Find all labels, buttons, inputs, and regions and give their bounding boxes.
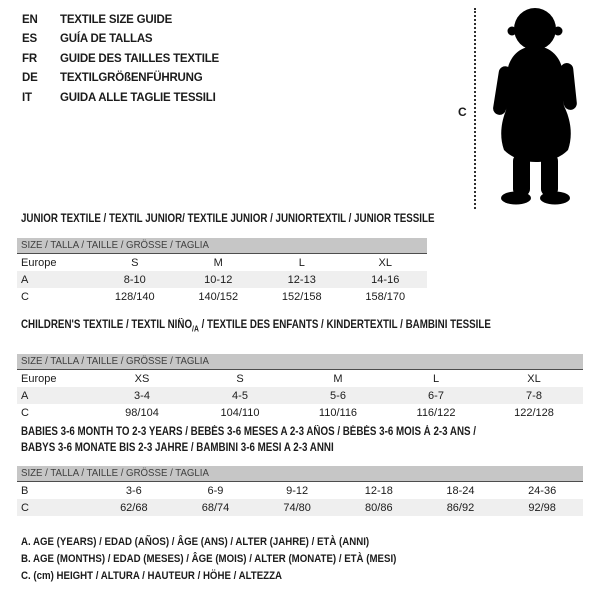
size-cell: L [298,256,305,269]
baby-silhouette-icon [483,4,591,208]
size-cell: XL [378,256,392,269]
note-a-text: A. AGE (YEARS) / EDAD (AÑOS) / ÂGE (ANS) / ALTER (JAHRE) / ETÀ (ANNI) [21,536,370,548]
size-cell: M [333,372,343,385]
language-title: GUIDA ALLE TAGLIE TESSILI [60,91,216,104]
note-c [17,568,448,585]
junior-table-section [17,212,435,305]
size-cell: 6-7 [428,389,444,402]
language-title: TEXTILGRÖßENFÜHRUNG [60,72,203,85]
children-table-section [17,318,583,421]
language-row-it [22,89,219,108]
language-title-list [22,11,219,108]
note-b [17,551,448,568]
note-c-text: C. (cm) HEIGHT / ALTURA / HAUTEUR / HÖHE / ALTEZZA [21,570,283,583]
size-cell: 18-24 [446,484,475,497]
row-label: Europe [21,256,57,269]
note-a [17,534,448,551]
language-row-en [22,11,219,30]
size-cell: XL [527,372,541,385]
size-cell: 80/86 [365,501,393,514]
size-cell: 5-6 [330,389,346,402]
size-cell: 14-16 [371,273,400,286]
row-label: C [21,406,29,419]
junior-table-title [17,212,435,226]
size-header-bar [17,238,427,254]
babies-table-section [17,425,583,516]
size-cell: 12-13 [287,273,316,286]
table-row [17,404,583,421]
size-cell: M [213,256,223,269]
table-row [17,370,583,387]
table-row [17,499,583,516]
table-row [17,387,583,404]
table-row [17,271,427,288]
children-table-title [17,318,583,336]
size-cell: S [236,372,244,385]
size-cell: 12-18 [364,484,393,497]
size-cell: 98/104 [125,406,159,419]
size-cell: 24-36 [528,484,557,497]
size-header-label: SIZE / TALLA / TAILLE / GRÖSSE / TAGLIA [21,355,209,368]
babies-table-title [17,425,583,456]
language-code: DE [22,72,38,85]
language-code: EN [22,14,38,26]
size-header-label: SIZE / TALLA / TAILLE / GRÖSSE / TAGLIA [21,239,209,251]
size-cell: 3-4 [134,389,150,402]
row-label: Europe [21,372,57,385]
height-measure-label: C [458,105,467,119]
language-code: IT [22,91,32,104]
size-cell: 7-8 [526,389,542,402]
size-cell: 10-12 [204,273,233,286]
language-row-es [22,30,219,49]
row-label: C [21,290,29,303]
language-row-de [22,69,219,88]
size-cell: 104/110 [220,406,260,419]
size-cell: 86/92 [446,501,475,514]
language-title: GUIDE DES TAILLES TEXTILE [60,52,219,65]
babies-size-table [17,482,583,516]
note-b-text: B. AGE (MONTHS) / EDAD (MESES) / ÂGE (MOIS) / ALTER (MONATE) / ETÀ (MESI) [21,553,397,566]
table-row [17,254,427,271]
size-header-bar [17,354,583,370]
size-cell: 152/158 [281,290,322,303]
size-cell: S [131,256,139,269]
height-measure-dotted-line [474,8,476,209]
row-label: A [21,273,29,286]
size-cell: 3-6 [125,484,142,497]
size-cell: 128/140 [114,290,155,303]
size-header-label: SIZE / TALLA / TAILLE / GRÖSSE / TAGLIA [21,467,209,479]
children-table-title-text [21,318,491,336]
size-cell: 140/152 [198,290,239,303]
legend-notes [17,534,448,586]
children-title-post: / TEXTILE DES ENFANTS / KINDERTEXTIL / BAMBINI TESSILE [198,319,491,331]
language-code: FR [22,52,37,65]
table-row [17,482,583,499]
size-cell: 158/170 [365,290,406,303]
table-row [17,288,427,305]
size-cell: 68/74 [201,501,230,514]
junior-size-table [17,254,427,305]
row-label: A [21,389,29,402]
size-cell: XS [134,372,150,385]
size-cell: 122/128 [514,406,554,419]
size-cell: 9-12 [286,484,309,497]
row-label: B [21,484,29,497]
children-title-pre: CHILDREN'S TEXTILE / TEXTIL NIÑO [21,319,193,331]
size-cell: 4-5 [232,389,248,402]
size-cell: 116/122 [416,406,456,419]
size-header-bar [17,466,583,482]
size-cell: 92/98 [528,501,556,514]
language-code: ES [22,33,37,46]
language-title: GUÍA DE TALLAS [60,33,153,46]
babies-title-line1: BABIES 3-6 MONTH TO 2-3 YEARS / BEBÉS 3-6 MESES A 2-3 AÑOS / BÉBÉS 3-6 MOIS À 2-3 ANS / [21,426,477,438]
size-cell: 74/80 [283,501,311,514]
size-cell: 62/68 [120,501,148,514]
size-cell: L [432,372,440,385]
language-row-fr [22,50,219,69]
row-label: C [21,501,29,514]
junior-table-title-text: JUNIOR TEXTILE / TEXTIL JUNIOR/ TEXTILE JUNIOR / JUNIORTEXTIL / JUNIOR TESSILE [21,213,435,225]
size-cell: 6-9 [207,484,224,497]
children-size-table [17,370,583,421]
babies-title-line2: BABYS 3-6 MONATE BIS 2-3 JAHRE / BAMBINI 3-6 MESI A 2-3 ANNI [21,441,334,454]
language-title: TEXTILE SIZE GUIDE [60,14,173,26]
size-cell: 8-10 [123,273,146,286]
size-cell: 110/116 [318,406,358,419]
children-title-sub: /A [192,324,199,334]
